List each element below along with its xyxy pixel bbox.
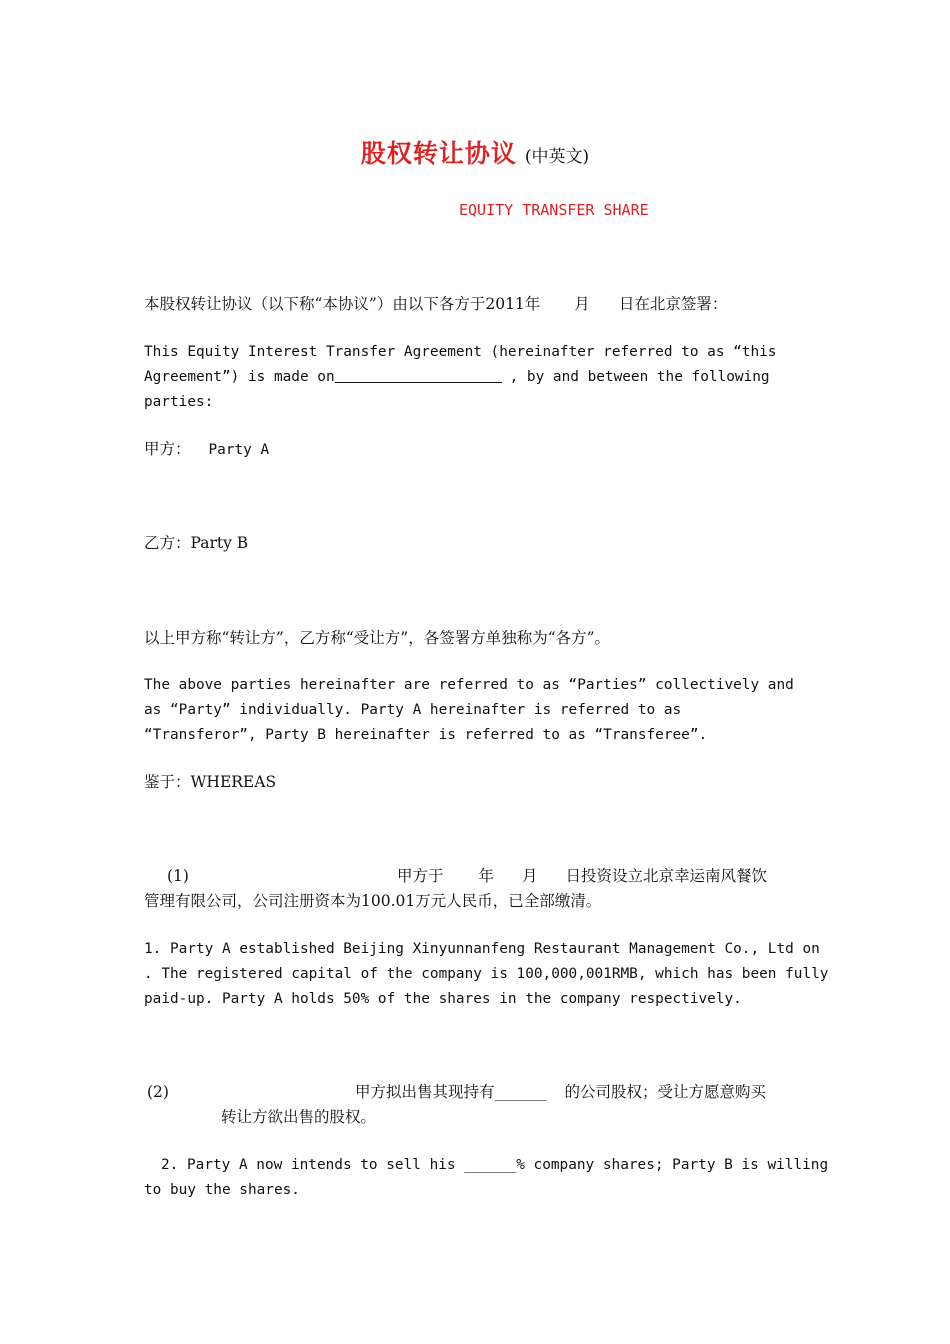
clause1-zh-line2: 管理有限公司，公司注册资本为100.01万元人民币，已全部缴清。 <box>144 892 602 910</box>
intro-zh-text: 本股权转让协议（以下称“本协议”）由以下各方于2011年 <box>144 295 541 313</box>
party-a-line <box>144 437 269 463</box>
clause1-en-line3: paid-up. Party A holds 50% of the shares in the company respectively. <box>144 991 742 1007</box>
clause2-number: (2) <box>147 1083 169 1101</box>
party-a-zh: 甲方： <box>144 440 191 458</box>
clause2-zh-line2: 转让方欲出售的股权。 <box>221 1108 377 1126</box>
intro-zh-month: 月 <box>574 295 590 313</box>
clause1-zh-line1 <box>397 864 767 889</box>
clause1-en-line2: . The registered capital of the company is 100,000,001RMB, which has been fully <box>144 966 829 982</box>
intro-en-line3: parties: <box>144 394 214 410</box>
clause2-zh-a: 甲方拟出售其现持有 <box>355 1083 495 1101</box>
intro-en-line2-a: Agreement”) is made on <box>144 369 335 385</box>
definitions-en-line2: as “Party” individually. Party A hereinafter is referred to as <box>144 702 682 718</box>
intro-en-line2-b: , by and between the following <box>509 369 770 385</box>
whereas-heading: 鉴于：WHEREAS <box>144 773 277 791</box>
clause2-zh-b: 的公司股权；受让方愿意购买 <box>564 1083 767 1101</box>
clause1-number: (1) <box>167 867 189 885</box>
clause2-en-a: 2. Party A now intends to sell his <box>161 1157 456 1173</box>
clause2-en-blank: ______ <box>464 1157 517 1173</box>
clause2-en-line2: to buy the shares. <box>144 1182 300 1198</box>
clause1-zh-rest: 日投资设立北京幸运南风餐饮 <box>565 867 768 885</box>
clause1-zh-month: 月 <box>522 867 538 885</box>
intro-zh-day: 日在北京签署： <box>618 295 728 313</box>
definitions-zh: 以上甲方称“转让方”，乙方称“受让方”，各签署方单独称为“各方”。 <box>144 629 611 647</box>
clause1-zh-a: 甲方于 <box>397 867 444 885</box>
definitions-en-line1: The above parties hereinafter are referred to as “Parties” collectively and <box>144 677 794 693</box>
date-blank <box>335 367 502 383</box>
clause1-zh-year: 年 <box>478 867 495 885</box>
title-note: (中英文) <box>524 147 590 167</box>
clause2-en-line1 <box>161 1153 828 1178</box>
clause2-zh-line1 <box>355 1080 766 1106</box>
definitions-en-line3: “Transferor”, Party B hereinafter is referred to as “Transferee”. <box>144 727 708 743</box>
intro-en-line1: This Equity Interest Transfer Agreement (hereinafter referred to as “this <box>144 344 777 360</box>
document-title <box>0 134 950 170</box>
party-b-line: 乙方：Party B <box>144 534 249 552</box>
party-a-en: Party A <box>208 442 270 458</box>
document-subtitle: EQUITY TRANSFER SHARE <box>459 201 649 219</box>
clause2-en-b: % company shares; Party B is willing <box>516 1157 829 1173</box>
intro-zh <box>144 292 727 317</box>
title-main: 股权转让协议 <box>360 139 517 168</box>
clause2-zh-blank: ______ <box>494 1085 547 1101</box>
intro-en-line2 <box>144 365 770 390</box>
clause1-en-line1: 1. Party A established Beijing Xinyunnanfeng Restaurant Management Co., Ltd on <box>144 941 820 957</box>
